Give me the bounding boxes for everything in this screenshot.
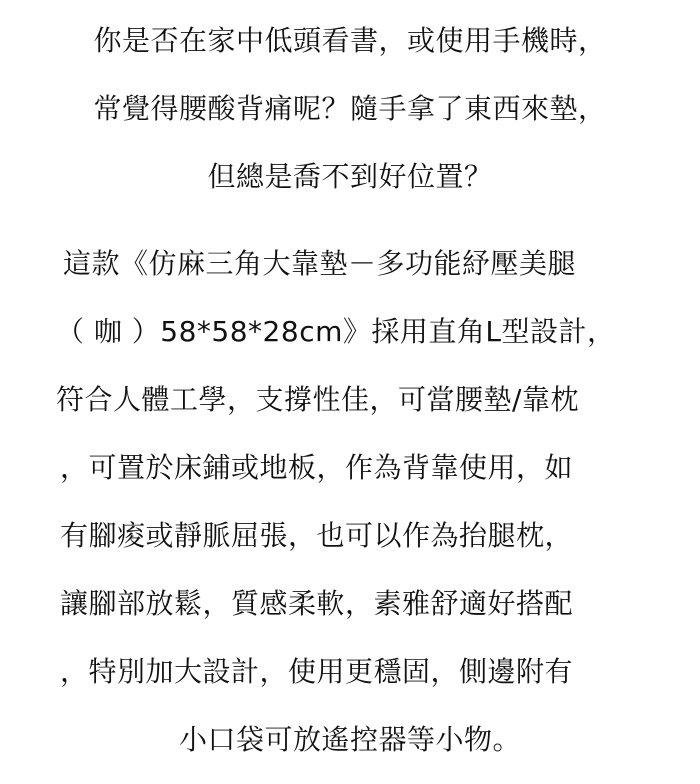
description-line-6: 讓腳部放鬆，質感柔軟，素雅舒適好搭配 [60, 587, 574, 620]
intro-paragraph [0, 17, 700, 221]
description-line-7: ，特別加大設計，使用更穩固，側邊附有 [60, 655, 574, 688]
intro-line-3: 但總是喬不到好位置？ [207, 160, 493, 193]
description-line-2: （ 咖 ）58*58*28cm》採用直角L型設計， [56, 315, 616, 348]
description-line-8: 小口袋可放遙控器等小物。 [178, 723, 521, 756]
description-line-4: ，可置於床鋪或地板，作為背靠使用，如 [60, 451, 574, 484]
description-line-5: 有腳痠或靜脈屈張，也可以作為抬腿枕， [60, 519, 574, 552]
description-line-1: 這款《仿麻三角大靠墊－多功能紓壓美腿 [63, 247, 577, 280]
intro-line-1: 你是否在家中低頭看書，或使用手機時， [93, 24, 607, 57]
intro-line-2: 常覺得腰酸背痛呢？隨手拿了東西來墊， [93, 92, 607, 125]
description-line-3: 符合人體工學，支撐性佳，可當腰墊/靠枕 [56, 383, 579, 416]
description-paragraph [0, 240, 700, 784]
